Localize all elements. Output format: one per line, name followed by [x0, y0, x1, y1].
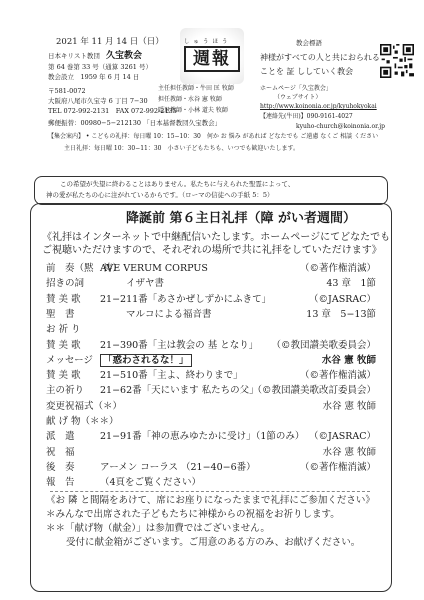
- order-item-label: 賛 美 歌: [46, 293, 81, 305]
- order-item-right: （©著作権消滅）: [299, 461, 376, 473]
- order-item-label: 賛 美 歌: [46, 339, 81, 351]
- pastor-3: 隠退教師・小林 道夫 牧師: [158, 107, 228, 114]
- contact-email[interactable]: kyuho-church@koinonia.or.jp: [296, 123, 385, 130]
- order-item-label: 祝 福: [46, 446, 75, 458]
- order-item-right: 水谷 憲 牧師: [322, 400, 376, 412]
- service-lead-1: 《礼拝はインターネットで中継配信いたします。ホームページにてどなたでも: [42, 232, 391, 243]
- order-item-value: 21−91番「神の恵みゆたかに受け」（1節のみ）: [100, 431, 305, 443]
- order-item-label: メッセージ: [46, 354, 93, 366]
- order-item-right: （©JASRAC）: [309, 431, 376, 443]
- notes-divider: [50, 491, 370, 492]
- contact-phone: 【連絡先(牛田)】090-9161-4027: [260, 113, 353, 120]
- order-item-label: 派 遣: [46, 431, 75, 443]
- order-item-value: イザヤ書: [126, 278, 165, 290]
- order-item-value: アーメン コーラス （21−40−6番）: [100, 461, 256, 473]
- order-item-right: 水谷 憲 牧師: [322, 446, 376, 458]
- homepage-label: [260, 86, 332, 92]
- note-4: 受付に献金箱がございます。ご用意のある方のみ、お献げください。: [66, 537, 361, 548]
- meetings-line-2: 主日礼拝：毎日曜 10：30−11：30 小さい子どもたちも、いつでも歓迎いたします。: [64, 145, 299, 152]
- postal-code: 〒581-0072: [48, 87, 86, 95]
- order-item-label: 招きの詞: [46, 278, 85, 290]
- verse-line-2: 神の愛が私たちの心に注がれているからです。（ローマの信徒への手紙 5：5）: [46, 191, 274, 199]
- order-item-right: （©JASRAC）: [309, 293, 376, 305]
- website-label: （ウェブサイト）: [274, 94, 322, 101]
- order-item-right: 43 章 1節: [326, 278, 376, 290]
- order-item-right: （©著作権消滅）: [299, 370, 376, 382]
- order-item-label: 後 奏: [46, 461, 75, 473]
- service-title: 降誕前 第６主日礼拝（障 がい者週間）: [126, 211, 357, 226]
- qr-code-icon: [380, 44, 414, 78]
- order-item-value: 21−62番「天にいます 私たちの父」: [100, 385, 259, 397]
- verse-line-1: この希望が失望に終わることはありません。私たちに与えられた聖霊によって、: [60, 180, 295, 188]
- order-item-value: AVE VERUM CORPUS: [100, 263, 208, 274]
- note-2: ＊みんなで出席された子どもたちに神様からの祝福をお祈りします。: [46, 509, 340, 520]
- order-item-value: （4頁をご覧ください）: [100, 477, 202, 489]
- note-3: ＊＊「献げ物（献金）」は参加費ではございません。: [46, 523, 270, 534]
- order-item-label: 報 告: [46, 477, 75, 489]
- order-item-value: 21−211番「あさかぜしずかにふきて」: [100, 293, 272, 305]
- order-item-value: 21−390番「主は教会の 基 となり」: [100, 339, 259, 351]
- motto-line-2: ことを 証 ししていく教会: [260, 67, 354, 76]
- church-org-line: [48, 52, 142, 61]
- church-name: 久宝教会: [105, 51, 142, 61]
- church-org: 日本キリスト教団: [48, 52, 100, 60]
- tel-fax: TEL 072-992-2131 FAX 072-992-2135: [48, 107, 177, 115]
- order-item-label: お 祈 り: [46, 324, 81, 336]
- bulletin-logo: 週報: [184, 46, 240, 72]
- motto-label: 教会標語: [296, 39, 322, 47]
- homepage-name: ホームページ「久宝教会」: [260, 85, 332, 92]
- pastor-1: 主任担任教師・牛田 匡 牧師: [158, 85, 234, 92]
- order-item-value: 21−510番「主よ、終わりまで」: [100, 370, 243, 382]
- note-1: 《お 隣 と間隔をあけて、席にお座りになったままで礼拝にご参加ください》: [46, 495, 375, 506]
- order-item-value: マルコによる福音書: [126, 308, 212, 320]
- order-item-right: （©教団讃美歌改訂委員会）: [252, 385, 376, 397]
- order-item-value: 「惑わされるな！」: [100, 354, 192, 368]
- order-item-label: 変更祝福式（＊）: [46, 400, 123, 412]
- pastor-2: 担任教師・水谷 憲 牧師: [158, 96, 222, 103]
- order-item-label: 賛 美 歌: [46, 370, 81, 382]
- meetings-line-1: 【集会案内】 • こどもの礼拝：毎日曜 10：15−10：30 何か お 悩み があれば どなたでも ご遠慮 なくご 相談 ください: [48, 133, 379, 140]
- address: 大阪府八尾市久宝寺 6 丁目 7−30: [48, 97, 148, 105]
- order-item-right: （©著作権消滅）: [299, 263, 376, 274]
- order-item-right: （©教団讃美歌委員会）: [271, 339, 376, 351]
- order-item-label: 聖 書: [46, 308, 75, 320]
- order-item-right: 水谷 憲 牧師: [321, 354, 376, 366]
- issue-number: 第 64 巻第 33 号（通算 3261 号）: [48, 63, 152, 71]
- order-item-label: 前 奏（黙 祷）: [46, 263, 123, 274]
- order-item-right: 13 章 5−13節: [306, 308, 376, 320]
- motto-line-1: 神様がすべての人と共におられる: [260, 53, 380, 62]
- logo-kana: しゅうほう: [184, 39, 232, 45]
- postal-transfer: 郵便振替：00980−5−212130 「日本基督教団久宝教会」: [48, 119, 222, 127]
- issue-date: 2021 年 11 月 14 日（日）: [56, 37, 164, 47]
- website-link[interactable]: http://www.koinonia.or.jp/kyuhokyokai: [260, 103, 377, 110]
- order-item-label: 献 げ 物（＊＊）: [46, 416, 119, 427]
- service-lead-2: ご視聴いただけますので、それぞれの場所で共に礼拝をしていただけます》: [42, 245, 382, 256]
- order-item-label: 主の祈り: [46, 385, 85, 397]
- founded-date: 教会設立 1959 年 6 月 14 日: [48, 73, 140, 81]
